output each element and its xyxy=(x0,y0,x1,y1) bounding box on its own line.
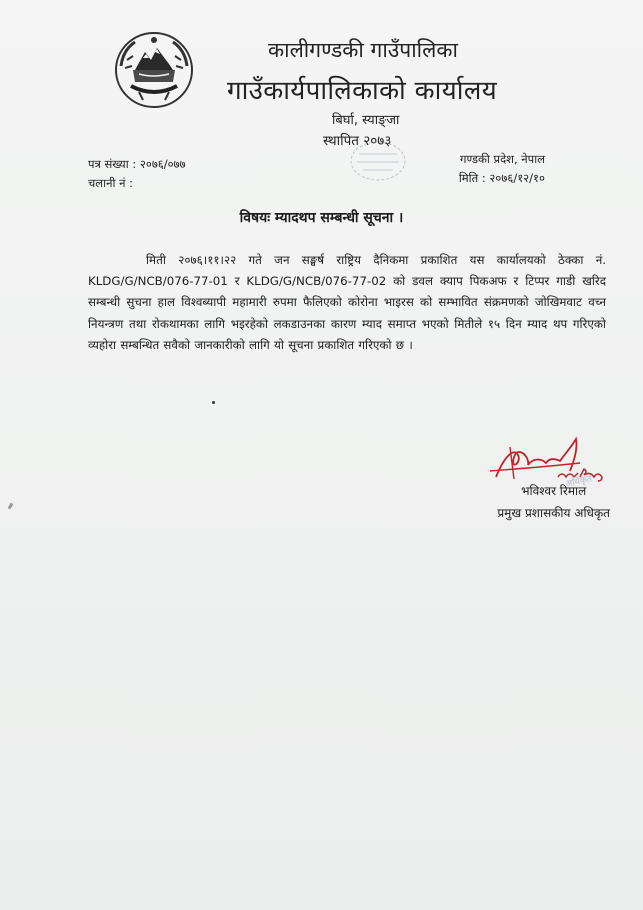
signatory-block xyxy=(497,480,610,524)
faint-stamp-text: अधिकृत xyxy=(564,474,593,490)
letter-number: पत्र संख्या : २०७६/०७७ xyxy=(88,157,186,171)
notice-body: मिती २०७६।११।२२ गते जन सङ्घर्ष राष्ट्रिय दैनिकमा प्रकाशित यस कार्यालयको ठेक्का नं. KLDG/G/NCB/076-77-01 र KLDG/G/NCB/076-77-02 को डवल क्याप पिकअफ र टिप्पर गाडी खरिद सम्बन्धी सुचना हाल विश्वब्यापी महामारी रुपमा फैलिएको कोरोना भाइरस को सम्भावित संक्रमणको जोखिमवाट वच्न नियन्त्रण तथा रोकथामका लागि भइरहेको लकडाउनका कारण म्याद समाप्त भएको मितीले १५ दिन म्याद थप गरिएको व्यहोरा सम्बन्धित सवैको जानकारीको लागि यो सूचना प्रकाशित गरिएको छ । xyxy=(88,253,606,352)
emblem-icon xyxy=(113,30,195,110)
province-label: गण्डकी प्रदेश, नेपाल xyxy=(459,152,545,166)
faded-stamp xyxy=(349,140,407,182)
office-title: गाउँकार्यपालिकाको कार्यालय xyxy=(227,76,498,106)
municipality-name: कालीगण्डकी गाउँपालिका xyxy=(268,38,458,62)
dispatch-number: चलानी नं : xyxy=(88,176,134,190)
signatory-designation: प्रमुख प्रशासकीय अधिकृत xyxy=(497,506,610,520)
reference-right xyxy=(459,150,545,188)
reference-left xyxy=(88,155,186,193)
nepal-emblem-logo xyxy=(113,30,195,110)
office-address: बिर्घा, स्याङ्जा xyxy=(332,113,400,128)
established-year: स्थापित २०७३ xyxy=(323,133,392,149)
signatory-name: भविश्वर रिमाल xyxy=(521,484,587,498)
subject-line: विषयः म्यादथप सम्बन्धी सूचना । xyxy=(239,210,404,226)
handwritten-signature xyxy=(484,427,614,485)
ink-mark xyxy=(8,503,14,510)
ink-dot xyxy=(212,401,215,404)
letter-date: मिति : २०७६/१२/१० xyxy=(458,171,545,185)
